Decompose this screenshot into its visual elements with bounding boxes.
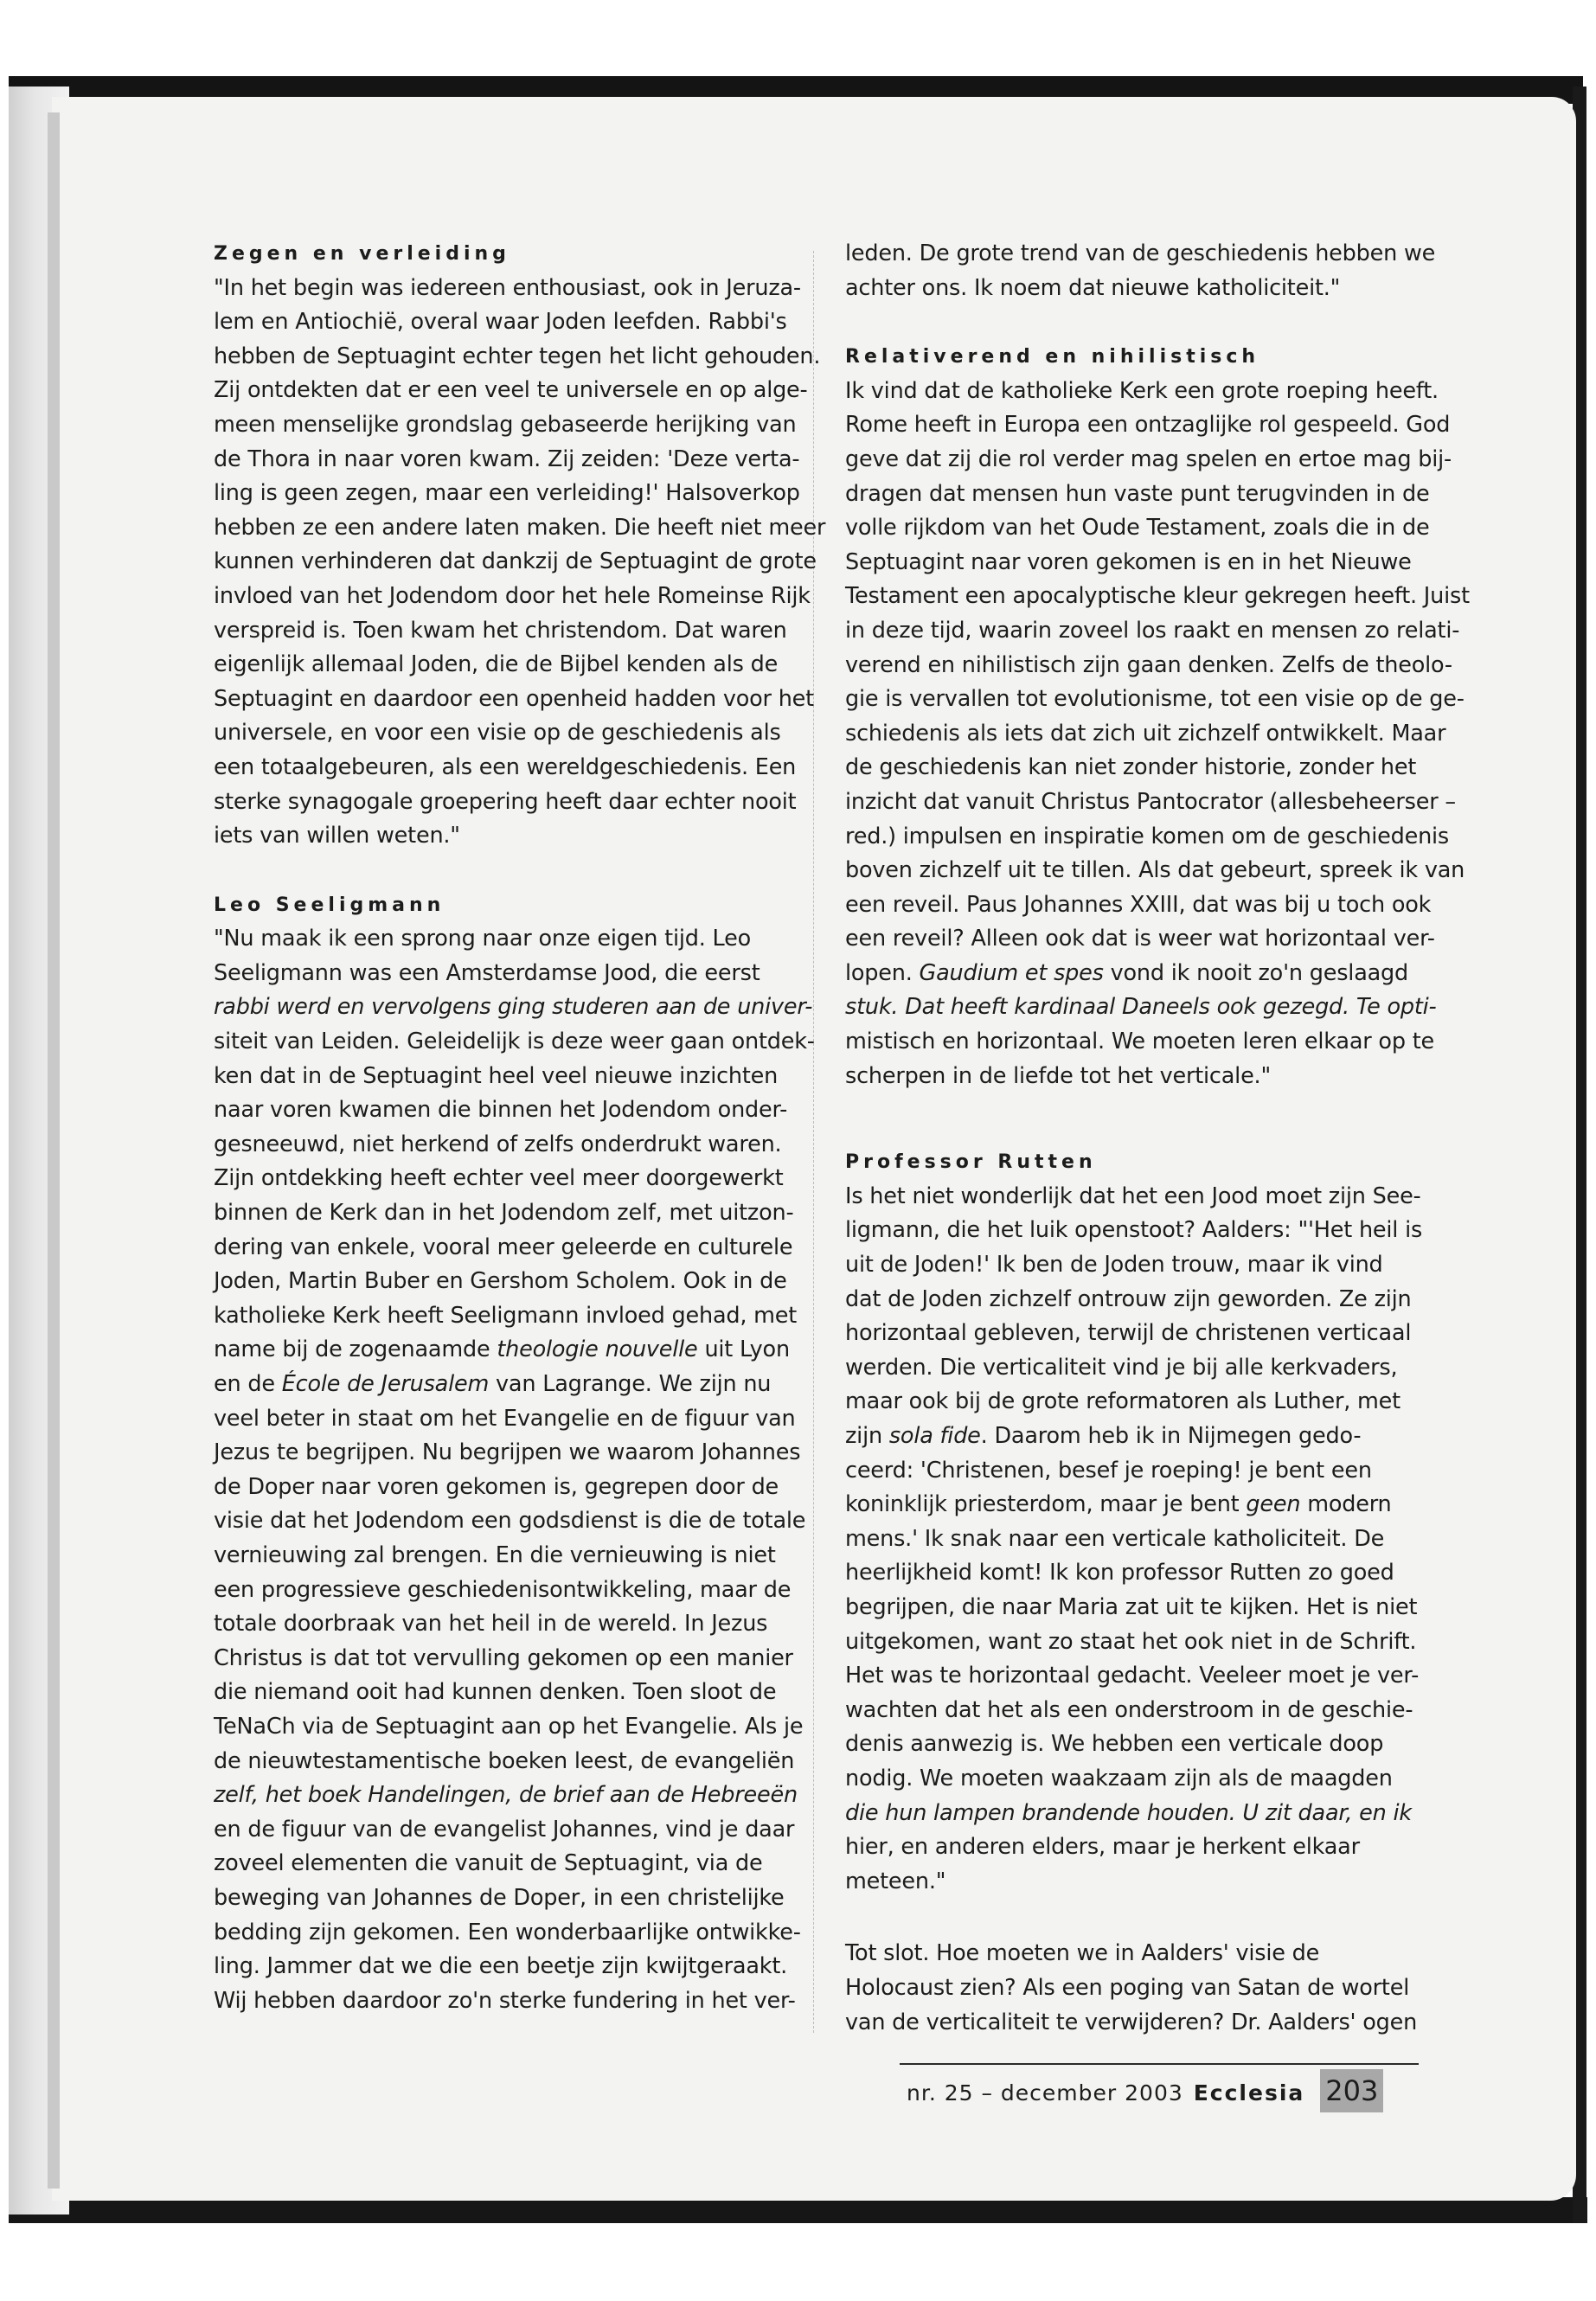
text-line: universele, en voor een visie op de geschiedenis als <box>214 720 781 747</box>
text-line: volle rijkdom van het Oude Testament, zoals die in de <box>845 515 1430 542</box>
scan-top-margin <box>0 0 1596 82</box>
text-segment: van Lagrange. We zijn nu <box>489 1371 772 1397</box>
text-line: meen menselijke grondslag gebaseerde herijking van <box>214 411 797 438</box>
spacer <box>845 1093 1418 1145</box>
italic-text: Gaudium et spes <box>919 959 1104 986</box>
text-segment: uit Lyon <box>697 1336 790 1363</box>
text-line: boven zichzelf uit te tillen. Als dat gebeurt, spreek ik van <box>845 857 1465 884</box>
text-line: een reveil? Alleen ook dat is weer wat horizontaal ver- <box>845 926 1435 952</box>
text-line <box>214 1368 793 1402</box>
text-line: verspreid is. Toen kwam het christendom. Dat waren <box>214 617 787 644</box>
text-line: geve dat zij die rol verder mag spelen en ertoe mag bij- <box>845 445 1452 472</box>
left-column <box>214 237 826 2018</box>
section-heading-relativerend: Relativerend en nihilistisch <box>845 346 1260 369</box>
text-line: achter ons. Ik noem dat nieuwe katholiciteit." <box>845 274 1341 301</box>
text-line: Holocaust zien? Als een poging van Satan de wortel <box>845 1974 1410 2001</box>
text-line: TeNaCh via de Septuagint aan op het Evangelie. Als je <box>214 1713 804 1740</box>
scan-border-bottom <box>9 2197 1587 2223</box>
text-line: Rome heeft in Europa een ontzaglijke rol gespeeld. God <box>845 412 1451 439</box>
text-line: ken dat in de Septuagint heel veel nieuwe inzichten <box>214 1062 779 1089</box>
text-segment: en de <box>214 1371 282 1397</box>
text-line: een progressieve geschiedenisontwikkeling, maar de <box>214 1576 792 1603</box>
text-line: ceerd: 'Christenen, besef je roeping! je bent een <box>845 1457 1372 1484</box>
text-line: binnen de Kerk dan in het Jodendom zelf, met uitzon- <box>214 1200 794 1227</box>
text-segment: modern <box>1300 1491 1392 1518</box>
text-line: Joden, Martin Buber en Gershom Scholem. Ook in de <box>214 1268 787 1295</box>
text-line: totale doorbraak van het heil in de wereld. In Jezus <box>214 1611 768 1638</box>
text-line: de Doper naar voren gekomen is, gegrepen door de <box>214 1473 779 1500</box>
text-line: horizontaal gebleven, terwijl de christenen verticaal <box>845 1320 1412 1347</box>
text-line: verend en nihilistisch zijn gaan denken. Zelfs de theolo- <box>845 651 1452 678</box>
text-line: siteit van Leiden. Geleidelijk is deze weer gaan ontdek- <box>214 1029 815 1055</box>
text-line: gesneeuwd, niet herkend of zelfs onderdrukt waren. <box>214 1131 782 1157</box>
page-number: 203 <box>1320 2069 1383 2112</box>
footer-rule <box>900 2063 1419 2065</box>
paragraph-tot-slot <box>845 1937 1418 2040</box>
text-line: Tot slot. Hoe moeten we in Aalders' visie de <box>845 1940 1320 1967</box>
text-line: iets van willen weten." <box>214 823 460 849</box>
text-line: heerlijkheid komt! Ik kon professor Rutten zo goed <box>845 1560 1394 1586</box>
text-line: uitgekomen, want zo staat het ook niet in de Schrift. <box>845 1628 1417 1655</box>
text-line: Seeligmann was een Amsterdamse Jood, die eerst <box>214 959 760 986</box>
text-line: een totaalgebeuren, als een wereldgeschiedenis. Een <box>214 753 797 780</box>
text-line: sterke synagogale groepering heeft daar echter nooit <box>214 788 797 815</box>
text-line: naar voren kwamen die binnen het Jodendom onder- <box>214 1097 788 1124</box>
text-line: maar ook bij de grote reformatoren als Luther, met <box>845 1388 1401 1415</box>
text-line <box>214 1333 793 1368</box>
spacer <box>845 1899 1418 1937</box>
text-line: wachten dat het als een onderstroom in de geschie- <box>845 1696 1413 1723</box>
text-line: ling. Jammer dat we die een beetje zijn kwijtgeraakt. <box>214 1953 788 1980</box>
text-line: zoveel elementen die vanuit de Septuagint, via de <box>214 1850 763 1877</box>
italic-text: sola fide <box>888 1423 981 1449</box>
text-line: dering van enkele, vooral meer geleerde en culturele <box>214 1234 793 1260</box>
text-line: dragen dat mensen hun vaste punt terugvinden in de <box>845 480 1430 507</box>
paragraph-zegen <box>214 272 826 854</box>
italic-text: theologie nouvelle <box>497 1336 698 1363</box>
text-line: een reveil. Paus Johannes XXIII, dat was bij u toch ook <box>845 891 1432 918</box>
text-line <box>845 1420 1418 1454</box>
text-line: inzicht dat vanuit Christus Pantocrator (allesbeheerser – <box>845 788 1456 815</box>
italic-text: geen <box>1246 1491 1301 1518</box>
text-line: hebben de Septuagint echter tegen het licht gehouden. <box>214 343 821 369</box>
text-line: hier, en anderen elders, maar je herkent elkaar <box>845 1834 1360 1861</box>
text-line: vernieuwing zal brengen. En die vernieuwing is niet <box>214 1541 776 1568</box>
text-line: Christus is dat tot vervulling gekomen op een manier <box>214 1644 793 1671</box>
paragraph-rutten <box>845 1180 1423 1899</box>
text-line <box>214 990 813 1025</box>
text-line: hebben ze een andere laten maken. Die heeft niet meer <box>214 514 826 541</box>
text-line: Het was te horizontaal gedacht. Veeleer moet je ver- <box>845 1663 1420 1689</box>
text-line: de geschiedenis kan niet zonder historie, zonder het <box>845 754 1417 781</box>
text-line: bedding zijn gekomen. Een wonderbaarlijke ontwikke- <box>214 1919 801 1945</box>
text-line: de Thora in naar voren kwam. Zij zeiden: 'Deze verta- <box>214 445 800 472</box>
text-line: Wij hebben daardoor zo'n sterke fundering in het ver- <box>214 1987 796 2014</box>
text-line <box>845 1797 1418 1831</box>
text-line: Ik vind dat de katholieke Kerk een grote roeping heeft. <box>845 377 1439 404</box>
text-line: katholieke Kerk heeft Seeligmann invloed gehad, met <box>214 1302 798 1329</box>
text-line: werden. Die verticaliteit vind je bij alle kerkvaders, <box>845 1354 1398 1381</box>
text-line: beweging van Johannes de Doper, in een christelijke <box>214 1884 785 1911</box>
text-line: nodig. We moeten waakzaam zijn als de maagden <box>845 1765 1393 1791</box>
text-line: Is het niet wonderlijk dat het een Jood moet zijn See- <box>845 1183 1421 1209</box>
text-line <box>845 957 1418 991</box>
issue-label: nr. 25 – december 2003 <box>907 2080 1183 2106</box>
text-line <box>214 1779 798 1813</box>
text-line: Septuagint en daardoor een openheid hadden voor het <box>214 685 814 712</box>
page-binding-edge <box>48 112 60 2189</box>
spacer <box>214 854 793 888</box>
text-line: kunnen verhinderen dat dankzij de Septuagint de grote <box>214 548 817 575</box>
text-line: Testament een apocalyptische kleur gekregen heeft. Juist <box>845 583 1470 610</box>
text-line: ligmann, die het luik openstoot? Aalders: "'Het heil is <box>845 1217 1423 1244</box>
text-line: leden. De grote trend van de geschiedenis hebben we <box>845 240 1436 266</box>
section-heading-seeligmann: Leo Seeligmann <box>214 894 445 916</box>
paragraph-continuation <box>845 237 1436 305</box>
text-line: red.) impulsen en inspiratie komen om de geschiedenis <box>845 823 1450 849</box>
text-line: dat de Joden zichzelf ontrouw zijn geworden. Ze zijn <box>845 1285 1412 1312</box>
italic-text: die hun lampen brandende houden. U zit daar, en ik <box>845 1799 1412 1826</box>
text-segment: . Daarom heb ik in Nijmegen gedo- <box>980 1423 1362 1449</box>
text-segment: koninklijk priesterdom, maar je bent <box>845 1491 1247 1518</box>
text-line: Septuagint naar voren gekomen is en in het Nieuwe <box>845 548 1412 575</box>
text-line: gie is vervallen tot evolutionisme, tot een visie op de ge- <box>845 686 1465 713</box>
text-line: lem en Antiochië, overal waar Joden leefden. Rabbi's <box>214 309 787 336</box>
magazine-name: Ecclesia <box>1193 2080 1305 2106</box>
text-line: die niemand ooit had kunnen denken. Toen sloot de <box>214 1679 777 1706</box>
text-line: meteen." <box>845 1868 946 1894</box>
text-line: eigenlijk allemaal Joden, die de Bijbel kenden als de <box>214 651 779 678</box>
text-line: mens.' Ik snak naar een verticale katholiciteit. De <box>845 1525 1385 1552</box>
text-line: scherpen in de liefde tot het verticale." <box>845 1062 1271 1089</box>
italic-text: rabbi werd en vervolgens ging studeren aan de univer- <box>214 994 813 1021</box>
text-line: Jezus te begrijpen. Nu begrijpen we waarom Johannes <box>214 1439 801 1466</box>
italic-text: zelf, het boek Handelingen, de brief aan de Hebreeën <box>214 1782 798 1809</box>
text-line: mistisch en horizontaal. We moeten leren elkaar op te <box>845 1029 1435 1055</box>
italic-text: stuk. Dat heeft kardinaal Daneels ook gezegd. Te opti- <box>845 994 1437 1021</box>
text-line: "In het begin was iedereen enthousiast, ook in Jeruza- <box>214 274 801 301</box>
text-line: Zij ontdekten dat er een veel te universele en op alge- <box>214 377 808 404</box>
text-line: en de figuur van de evangelist Johannes, vind je daar <box>214 1816 795 1843</box>
section-heading-rutten: Professor Rutten <box>845 1151 1097 1174</box>
text-segment: lopen. <box>845 959 920 986</box>
text-line: van de verticaliteit te verwijderen? Dr. Aalders' ogen <box>845 2009 1418 2035</box>
text-segment: name bij de zogenaamde <box>214 1336 497 1363</box>
section-heading-zegen: Zegen en verleiding <box>214 243 510 265</box>
text-line: visie dat het Jodendom een godsdienst is die de totale <box>214 1508 806 1535</box>
text-line <box>845 990 1437 1025</box>
text-segment: zijn <box>845 1423 889 1449</box>
right-column <box>845 237 1470 2040</box>
paragraph-relativerend <box>845 375 1470 1093</box>
text-line: uit de Joden!' Ik ben de Joden trouw, maar ik vind <box>845 1252 1383 1279</box>
text-line: in deze tijd, waarin zoveel los raakt en mensen zo relati- <box>845 617 1460 644</box>
page-footer <box>907 2069 1383 2112</box>
text-line: invloed van het Jodendom door het hele Romeinse Rijk <box>214 582 811 609</box>
text-line <box>845 1488 1418 1522</box>
text-line: denis aanwezig is. We hebben een verticale doop <box>845 1731 1384 1758</box>
text-line: "Nu maak ik een sprong naar onze eigen tijd. Leo <box>214 926 751 952</box>
italic-text: École de Jerusalem <box>281 1371 490 1397</box>
spacer <box>845 305 1418 340</box>
paragraph-seeligmann <box>214 922 815 2018</box>
text-line: veel beter in staat om het Evangelie en de figuur van <box>214 1405 796 1432</box>
text-line: Zijn ontdekking heeft echter veel meer doorgewerkt <box>214 1165 784 1192</box>
text-line: ling is geen zegen, maar een verleiding!' Halsoverkop <box>214 480 800 507</box>
text-line: de nieuwtestamentische boeken leest, de evangeliën <box>214 1747 795 1774</box>
text-line: schiedenis als iets dat zich uit zichzelf ontwikkelt. Maar <box>845 720 1446 747</box>
text-line: begrijpen, die naar Maria zat uit te kijken. Het is niet <box>845 1593 1418 1620</box>
text-segment: vond ik nooit zo'n geslaagd <box>1103 959 1409 986</box>
